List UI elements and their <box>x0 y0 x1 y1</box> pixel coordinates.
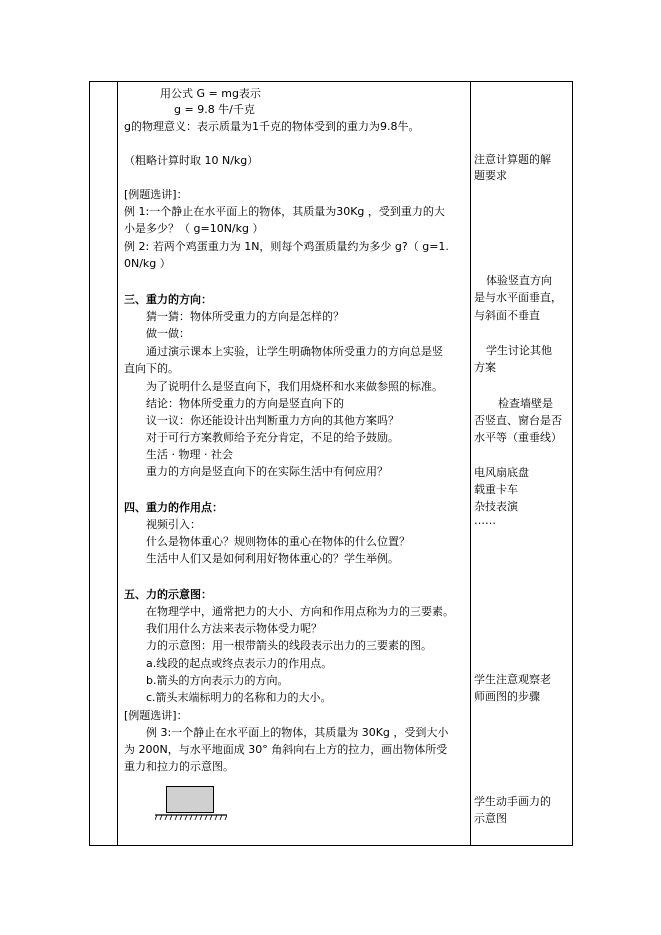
note-6-line-1: 学生注意观察老 <box>474 673 551 686</box>
column-divider-right <box>470 82 471 845</box>
s5-define: 力的示意图：用一根带箭头的线段表示出力的三要素的图。 <box>146 639 432 652</box>
g-value: g = 9.8 牛/千克 <box>174 103 255 116</box>
note-1-line-1: 注意计算题的解 <box>474 153 551 166</box>
s3-conclusion: 结论：物体所受重力的方向是竖直向下的 <box>146 397 344 410</box>
s3-question: 重力的方向是竖直向下的在实际生活中有何应用？ <box>146 465 388 478</box>
example-1-line-2: 小是多少？（ g=10N/kg ） <box>124 222 264 235</box>
note-5-line-3: 杂技表演 <box>474 500 518 513</box>
s5-a: a.线段的起点或终点表示力的作用点。 <box>146 657 333 670</box>
example-3-line-1: 例 3:一个静止在水平面上的物体，其质量为 30Kg ，受到大小 <box>146 726 449 739</box>
example-heading-2: [例题选讲]： <box>124 709 188 722</box>
ground-hatch <box>155 814 227 821</box>
note-4-line-3: 水平等（重垂线） <box>474 431 562 444</box>
example-2-line-2: 0N/kg ） <box>124 257 171 270</box>
section-5-title: 五、力的示意图： <box>124 588 212 601</box>
s3-praise: 对于可行方案教师给予充分肯定，不足的给予鼓励。 <box>146 431 399 444</box>
note-2-line-3: 与斜面不垂直 <box>474 309 540 322</box>
s3-discuss: 议一议：你还能设计出判断重力方向的其他方案吗？ <box>146 414 399 427</box>
note-6-line-2: 师画图的步骤 <box>474 690 540 703</box>
s5-c: c.箭头末端标明力的名称和力的大小。 <box>146 691 332 704</box>
g-meaning: g的物理意义：表示质量为1千克的物体受到的重力为9.8牛。 <box>124 120 420 133</box>
note-7-line-2: 示意图 <box>474 812 507 825</box>
note-3-line-1: 学生讨论其他 <box>486 344 552 357</box>
s4-question: 什么是物体重心？规则物体的重心在物体的什么位置？ <box>146 535 410 548</box>
s3-demo-line-1: 通过演示课本上实验，让学生明确物体所受重力的方向总是竖 <box>146 345 443 358</box>
s3-do: 做一做： <box>146 327 190 340</box>
note-5-line-1: 电风扇底盘 <box>474 466 529 479</box>
note-4-line-2: 否竖直、窗台是否 <box>474 414 562 427</box>
example-heading-1: [例题选讲]： <box>124 188 188 201</box>
note-4-line-1: 检查墙壁是 <box>498 397 553 410</box>
note-5-line-2: 载重卡车 <box>474 483 518 496</box>
example-1-line-1: 例 1:一个静止在水平面上的物体，其质量为30Kg ，受到重力的大 <box>124 205 445 218</box>
example-3-line-2: 为 200N，与水平地面成 30° 角斜向右上方的拉力，画出物体所受 <box>124 743 448 756</box>
note-3-line-2: 方案 <box>474 361 496 374</box>
note-2-line-1: 体验竖直方向 <box>486 274 552 287</box>
example-2-line-1: 例 2: 若两个鸡蛋重力为 1N，则每个鸡蛋质量约为多少 g?（ g=1. <box>124 240 449 253</box>
object-block <box>166 786 214 813</box>
example-3-line-3: 重力和拉力的示意图。 <box>124 760 234 773</box>
s5-b: b.箭头的方向表示力的方向。 <box>146 674 289 687</box>
approx-note: （粗略计算时取 10 N/kg） <box>124 154 259 167</box>
note-5-line-4: …… <box>474 514 496 527</box>
s5-how: 我们用什么方法来表示物体受力呢？ <box>146 622 322 635</box>
s4-usage: 生活中人们又是如何利用好物体重心的？学生举例。 <box>146 552 399 565</box>
formula-line: 用公式 G = mg表示 <box>160 87 261 100</box>
note-7-line-1: 学生动手画力的 <box>474 795 551 808</box>
s4-video: 视频引入： <box>146 518 201 531</box>
note-2-line-2: 是与水平面垂直， <box>474 291 562 304</box>
note-1-line-2: 题要求 <box>474 169 507 182</box>
s5-elements: 在物理学中，通常把力的大小、方向和作用点称为力的三要素。 <box>146 605 454 618</box>
section-3-title: 三、重力的方向： <box>124 293 212 306</box>
section-4-title: 四、重力的作用点： <box>124 501 223 514</box>
column-divider-left <box>117 82 118 845</box>
s3-explain: 为了说明什么是竖直向下，我们用烧杯和水来做参照的标准。 <box>146 380 443 393</box>
s3-demo-line-2: 直向下的。 <box>124 362 179 375</box>
s3-guess: 猜一猜：物体所受重力的方向是怎样的？ <box>146 310 344 323</box>
s3-life: 生活 · 物理 · 社会 <box>146 448 233 461</box>
